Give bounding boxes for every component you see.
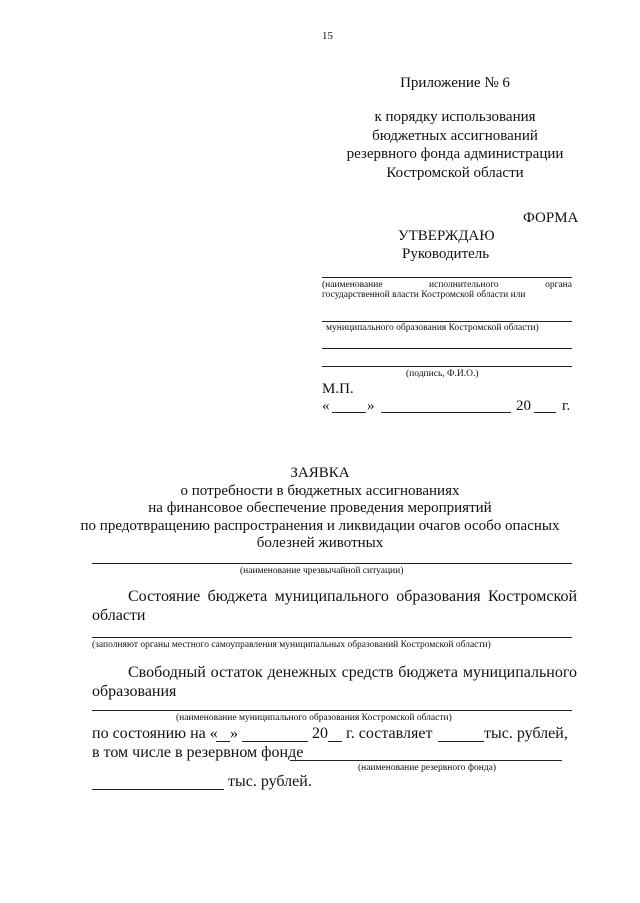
date-close: » [367,398,375,414]
budget-state-hint: (заполняют органы местного самоуправления муниципальных образований Костромской области) [92,640,491,650]
zayavka-title: ЗАЯВКА [290,465,350,481]
as-of-amount-label: г. составляет [346,725,433,742]
hint-word: исполнительного [429,280,499,290]
hint-word: органа [545,280,572,290]
mo-hint: (наименование муниципального образования Костромской области) [176,713,452,723]
zayavka-line: по предотвращению распространения и ликвидации очагов особо опасных [80,517,560,534]
approval-title: УТВЕРЖДАЮ [398,228,495,244]
approval-line-2 [322,321,572,322]
as-of-year-line [328,741,342,742]
situation-line [92,563,572,564]
total-amount-line [92,789,224,790]
approval-hint-2: муниципального образования Костромской области) [326,323,539,333]
date-open: « [322,398,330,414]
appendix-line: бюджетных ассигнований [372,127,538,144]
approval-head: Руководитель [402,246,490,262]
zayavka-line: болезней животных [256,535,384,551]
approval-hint-1 [322,280,572,300]
as-of-month-line [242,741,308,742]
as-of-prefix: по состоянию на « [92,725,218,742]
approval-line-3 [322,348,572,349]
appendix-line: резервного фонда администрации [346,146,564,162]
stamp-mark: М.П. [322,381,354,397]
zayavka-line: о потребности в бюджетных ассигнованиях [180,482,460,499]
zayavka-block [60,465,580,553]
budget-state-line-2: области [92,607,146,624]
signature-hint: (подпись, Ф.И.О.) [406,369,479,379]
budget-state-line-1: Состояние бюджета муниципального образования Костромской [128,588,577,605]
situation-hint: (наименование чрезвычайной ситуации) [240,566,404,576]
appendix-title: Приложение № 6 [400,75,510,91]
appendix-lines [320,108,590,182]
date-g: г. [562,398,571,414]
total-units: тыс. рублей. [228,773,312,790]
date-month-line [381,412,511,413]
page-number: 15 [322,30,333,42]
approval-line-4 [322,366,572,367]
date-year-line [534,412,556,413]
reserve-prefix: в том числе в резервном фонде [92,744,304,761]
as-of-year: 20 [312,725,328,742]
as-of-amount-line [438,741,484,742]
as-of-day-line [216,741,230,742]
appendix-line: Костромской области [386,164,524,181]
approval-line-1 [322,277,572,278]
mo-line [92,710,572,711]
balance-line-2: образования [92,683,177,700]
budget-state-line [92,637,572,638]
balance-line-1: Свободный остаток денежных средств бюджета муниципального [128,664,577,681]
date-year: 20 [516,398,531,414]
hint-line: государственной власти Костромской области или [322,290,526,300]
as-of-units: тыс. рублей, [484,725,568,742]
appendix-line: к порядку использования [374,109,536,125]
as-of-close: » [230,725,238,742]
reserve-hint: (наименование резервного фонда) [358,763,497,773]
reserve-line [290,760,562,761]
hint-word: (наименование [322,280,383,290]
forma-label: ФОРМА [523,210,579,226]
date-day-line [332,412,366,413]
zayavka-line: на финансовое обеспечение проведения мероприятий [148,500,492,516]
